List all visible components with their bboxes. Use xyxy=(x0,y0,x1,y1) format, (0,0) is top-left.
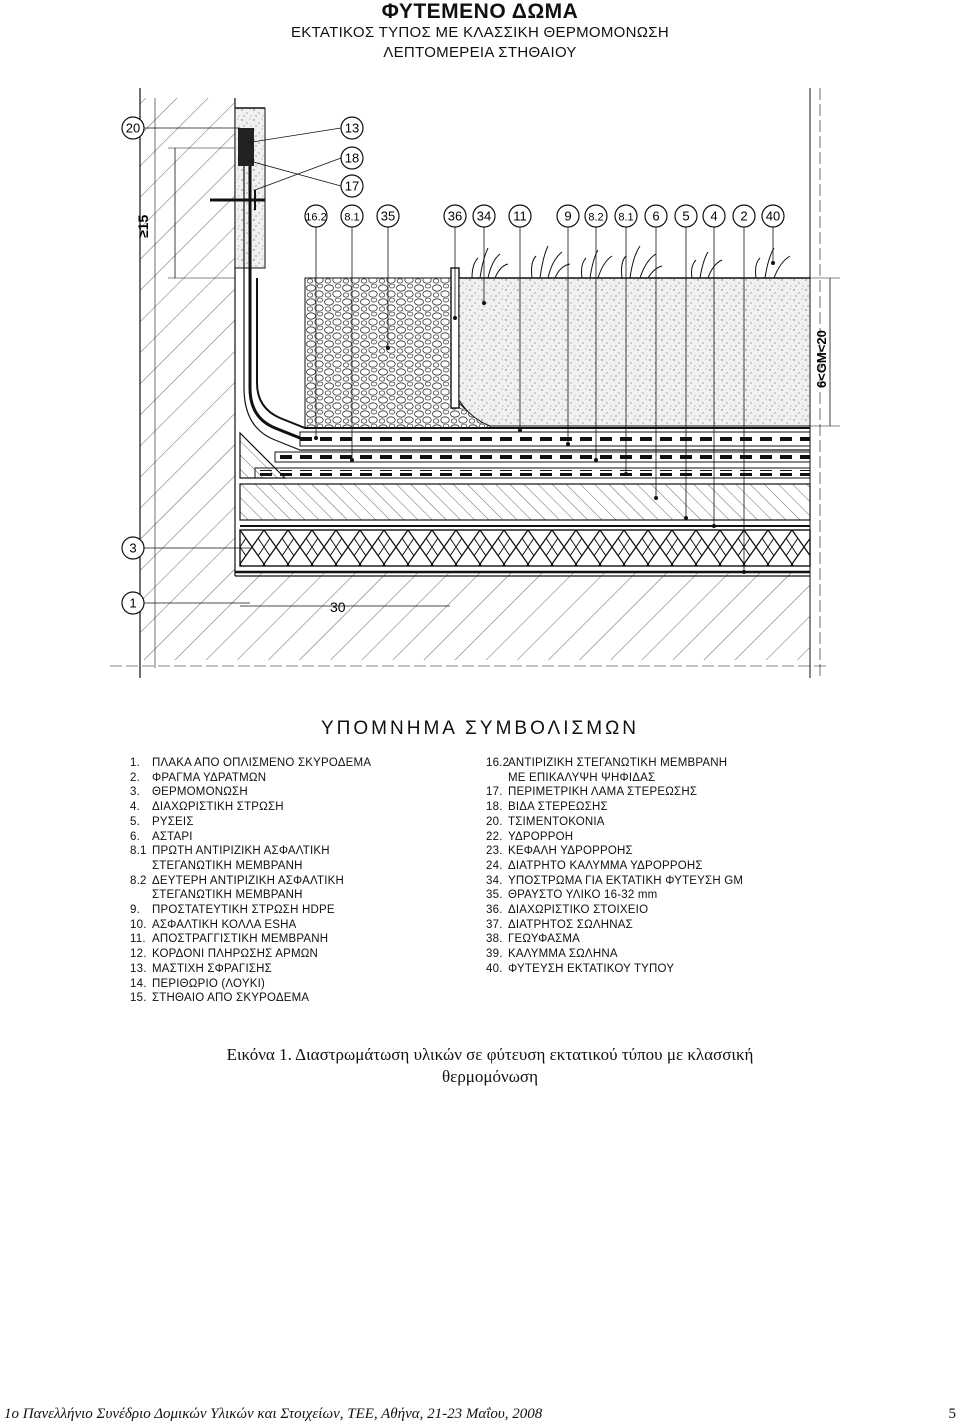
legend-item-text: ΔΙΑΤΡΗΤΟΣ ΣΩΛΗΝΑΣ xyxy=(508,918,633,931)
legend-item-text: ΚΟΡΔΟΝΙ ΠΛΗΡΩΣΗΣ ΑΡΜΩΝ xyxy=(152,948,319,961)
legend-item-number: 15. xyxy=(130,992,147,1005)
section-drawing xyxy=(0,88,960,688)
legend-item xyxy=(486,918,806,933)
legend-item-number: 12. xyxy=(130,948,147,961)
callout-label: 13 xyxy=(344,120,360,136)
legend-item-text: ΑΣΤΑΡΙ xyxy=(152,830,193,843)
legend-item xyxy=(130,859,450,874)
legend-item-number: 40. xyxy=(486,962,503,975)
legend-item xyxy=(130,830,450,845)
legend-item-text: ΑΣΦΑΛΤΙΚΗ ΚΟΛΛΑ ESHA xyxy=(152,918,297,931)
callout-bubble xyxy=(341,147,363,169)
caption-line-1: Εικόνα 1. Διαστρωμάτωση υλικών σε φύτευση εκτατικού τύπου με κλασσική xyxy=(226,1045,754,1064)
legend-item-number: 24. xyxy=(486,859,503,872)
legend-item-text: ΓΕΩΥΦΑΣΜΑ xyxy=(508,933,581,946)
legend-item-text: ΔΙΑΤΡΗΤΟ ΚΑΛΥΜΜΑ ΥΔΡΟΡΡΟΗΣ xyxy=(508,859,703,872)
legend-item-number xyxy=(486,771,508,786)
legend-column-right xyxy=(486,756,806,977)
legend-item xyxy=(486,785,806,800)
dim-parapet-height: ≥15 xyxy=(135,214,151,238)
page-footer xyxy=(4,1406,956,1423)
legend-item xyxy=(130,947,450,962)
legend-item xyxy=(130,844,450,859)
legend-item-number: 1. xyxy=(130,757,140,769)
legend-item-number xyxy=(130,859,152,874)
callout-bubble xyxy=(122,537,144,559)
caption-line-2: θερμομόνωση xyxy=(442,1067,538,1086)
legend-item-text: ΥΔΡΟΡΡΟΗ xyxy=(508,830,574,843)
legend-item xyxy=(130,874,450,889)
legend-item xyxy=(130,918,450,933)
legend-item-text: ΣΤΗΘΑΙΟ ΑΠΟ ΣΚΥΡΟΔΕΜΑ xyxy=(152,992,310,1005)
legend-item-text: ΠΕΡΙΜΕΤΡΙΚΗ ΛΑΜΑ ΣΤΕΡΕΩΣΗΣ xyxy=(508,786,698,799)
callout-label: 34 xyxy=(476,208,492,224)
legend-item-number: 10. xyxy=(130,918,147,931)
legend-item xyxy=(130,771,450,786)
legend-item-number: 2. xyxy=(130,771,140,784)
legend-item-number: 17. xyxy=(486,786,503,799)
legend-item-text: ΜΑΣΤΙΧΗ ΣΦΡΑΓΙΣΗΣ xyxy=(152,962,272,975)
legend-item xyxy=(130,977,450,992)
legend-item xyxy=(130,800,450,815)
legend-item-text: ΘΡΑΥΣΤΟ ΥΛΙΚΟ 16-32 mm xyxy=(508,889,658,902)
legend-item-text: ΠΕΡΙΘΩΡΙΟ (ΛΟΥΚΙ) xyxy=(152,977,265,990)
legend-item xyxy=(130,785,450,800)
callout-label: 9 xyxy=(564,208,572,224)
footer-citation: 1ο Πανελλήνιο Συνέδριο Δομικών Υλικών και Στοιχείων, ΤΕΕ, Αθήνα, 21-23 Μαΐου, 2008 xyxy=(4,1406,543,1422)
legend-item-number: 14. xyxy=(130,977,147,990)
legend-item-number: 39. xyxy=(486,948,503,961)
legend-item-text: ΣΤΕΓΑΝΩΤΙΚΗ ΜΕΜΒΡΑΝΗ xyxy=(152,859,303,872)
legend-item-number: 6. xyxy=(130,830,140,843)
legend-item-text: ΦΥΤΕΥΣΗ ΕΚΤΑΤΙΚΟΥ ΤΥΠΟΥ xyxy=(508,962,675,975)
legend-item-text: ΘΕΡΜΟΜΟΝΩΣΗ xyxy=(152,786,248,799)
legend-item xyxy=(130,991,450,1006)
callout-bubble xyxy=(122,117,144,139)
legend-item xyxy=(486,830,806,845)
legend-item-text: ΠΛΑΚΑ ΑΠΟ ΟΠΛΙΣΜΕΝΟ ΣΚΥΡΟΔΕΜΑ xyxy=(152,757,372,769)
callout-label: 6 xyxy=(652,208,660,224)
legend-item xyxy=(486,947,806,962)
drawing-subtitle-detail: ΛΕΠΤΟΜΕΡΕΙΑ ΣΤΗΘΑΙΟΥ xyxy=(383,44,577,61)
legend-item xyxy=(486,962,806,977)
callout-label: 4 xyxy=(710,208,718,224)
legend-item-number: 22. xyxy=(486,830,503,843)
callout-label: 36 xyxy=(447,208,463,224)
callout-label: 8.1 xyxy=(344,211,360,224)
dim-substrate-depth: 6<GM<20 xyxy=(814,330,829,388)
legend-item xyxy=(130,962,450,977)
legend-item xyxy=(486,888,806,903)
legend-title: ΥΠΟΜΝΗΜΑ ΣΥΜΒΟΛΙΣΜΩΝ xyxy=(321,718,639,739)
legend-item-number: 3. xyxy=(130,786,140,799)
legend-item-number: 35. xyxy=(486,889,503,902)
callout-label: 17 xyxy=(344,178,360,194)
legend-item-number: 23. xyxy=(486,845,503,858)
legend-item xyxy=(486,756,806,771)
legend-item-number: 38. xyxy=(486,933,503,946)
legend-item-text: ΠΡΟΣΤΑΤΕΥΤΙΚΗ ΣΤΡΩΣΗ HDPE xyxy=(152,904,335,917)
legend-item-number: 34. xyxy=(486,874,503,887)
legend-item-text: ΔΙΑΧΩΡΙΣΤΙΚΟ ΣΤΟΙΧΕΙΟ xyxy=(508,904,649,917)
legend-item-text: ΜΕ ΕΠΙΚΑΛΥΨΗ ΨΗΦΙΔΑΣ xyxy=(508,771,656,784)
figure-caption xyxy=(150,1044,830,1088)
callout-label: 16.2 xyxy=(305,211,327,224)
callout-label: 8.2 xyxy=(588,211,604,224)
callout-label: 5 xyxy=(682,208,690,224)
drawing-title: ΦΥΤΕΜΕΝΟ ΔΩΜΑ xyxy=(381,0,579,23)
callout-label: 2 xyxy=(740,208,748,224)
callout-label: 11 xyxy=(513,208,527,224)
legend-item-text: ΔΕΥΤΕΡΗ ΑΝΤΙΡΙΖΙΚΗ ΑΣΦΑΛΤΙΚΗ xyxy=(152,874,344,887)
callout-label: 20 xyxy=(125,120,141,136)
callout-label: 18 xyxy=(344,150,360,166)
legend-item-number: 8.1 xyxy=(130,845,147,858)
legend-item-text: ΑΝΤΙΡΙΖΙΚΗ ΣΤΕΓΑΝΩΤΙΚΗ ΜΕΜΒΡΑΝΗ xyxy=(508,757,728,769)
legend-item xyxy=(130,815,450,830)
legend-item xyxy=(486,800,806,815)
callout-label: 8.1 xyxy=(618,211,634,224)
legend-item xyxy=(486,932,806,947)
legend-item-number xyxy=(130,888,152,903)
legend-item xyxy=(486,844,806,859)
legend-item xyxy=(130,932,450,947)
legend-item-number: 13. xyxy=(130,962,147,975)
legend-item-text: ΒΙΔΑ ΣΤΕΡΕΩΣΗΣ xyxy=(508,801,608,814)
callout-bubble xyxy=(341,175,363,197)
drawing-subtitle-type: ΕΚΤΑΤΙΚΟΣ ΤΥΠΟΣ ΜΕ ΚΛΑΣΣΙΚΗ ΘΕΡΜΟΜΟΝΩΣΗ xyxy=(290,24,670,41)
legend-item-number: 5. xyxy=(130,815,140,828)
legend-item xyxy=(486,815,806,830)
callout-label: 40 xyxy=(765,208,781,224)
callout-label: 1 xyxy=(129,595,137,611)
legend-item xyxy=(486,903,806,918)
legend-item-number: 20. xyxy=(486,815,503,828)
legend-item-number: 36. xyxy=(486,904,503,917)
callout-label: 35 xyxy=(380,208,396,224)
legend-item-text: ΚΕΦΑΛΗ ΥΔΡΟΡΡΟΗΣ xyxy=(508,845,633,858)
callout-bubble xyxy=(762,205,784,265)
legend-item xyxy=(130,903,450,918)
legend-item-text: ΡΥΣΕΙΣ xyxy=(152,815,194,828)
callout-label: 3 xyxy=(129,540,137,556)
page-number: 5 xyxy=(948,1406,956,1422)
legend-item-number: 16.2 xyxy=(486,757,510,769)
legend-item-number: 9. xyxy=(130,904,140,917)
legend-item-number: 8.2 xyxy=(130,874,147,887)
callout-bubble xyxy=(341,117,363,139)
legend-item-text: ΦΡΑΓΜΑ ΥΔΡΑΤΜΩΝ xyxy=(152,771,267,784)
legend-item-text: ΣΤΕΓΑΝΩΤΙΚΗ ΜΕΜΒΡΑΝΗ xyxy=(152,889,303,902)
legend-item-number: 18. xyxy=(486,801,503,814)
legend-item-text: ΑΠΟΣΤΡΑΓΓΙΣΤΙΚΗ ΜΕΜΒΡΑΝΗ xyxy=(152,933,329,946)
legend-item-number: 37. xyxy=(486,918,503,931)
legend-item-number: 11. xyxy=(130,933,146,946)
legend-item xyxy=(486,874,806,889)
dim-fillet: 30 xyxy=(330,599,346,615)
legend-item xyxy=(486,771,806,786)
legend-item-text: ΚΑΛΥΜΜΑ ΣΩΛΗΝΑ xyxy=(508,948,618,961)
callout-bubble xyxy=(122,592,144,614)
legend-item-text: ΤΣΙΜΕΝΤΟΚΟΝΙΑ xyxy=(508,815,605,828)
legend-item-text: ΥΠΟΣΤΡΩΜΑ ΓΙΑ ΕΚΤΑΤΙΚΗ ΦΥΤΕΥΣΗ GM xyxy=(508,874,744,887)
legend-item xyxy=(130,888,450,903)
legend-item-text: ΔΙΑΧΩΡΙΣΤΙΚΗ ΣΤΡΩΣΗ xyxy=(152,801,284,814)
legend-item xyxy=(130,756,450,771)
legend-item-number: 4. xyxy=(130,801,140,814)
legend-item-text: ΠΡΩΤΗ ΑΝΤΙΡΙΖΙΚΗ ΑΣΦΑΛΤΙΚΗ xyxy=(152,845,330,858)
legend-item xyxy=(486,859,806,874)
legend-column-left xyxy=(130,756,450,1006)
